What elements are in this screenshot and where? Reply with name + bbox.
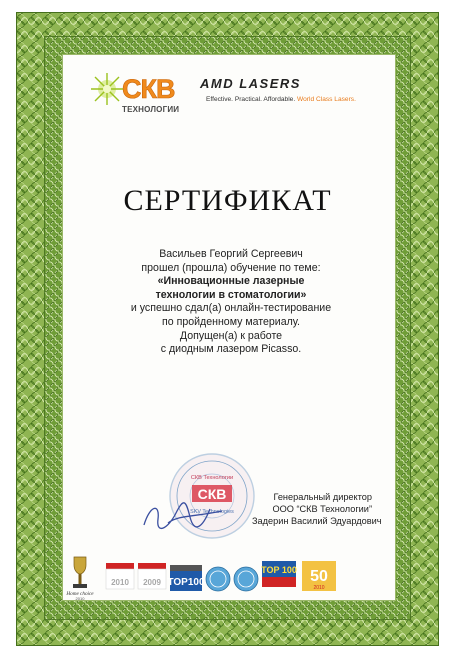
certificate-body-line: и успешно сдал(а) онлайн-тестирование <box>130 302 332 315</box>
signatory-name: Задерин Василий Эдуардович <box>252 516 382 526</box>
stamp-center-text: СКВ <box>197 486 227 502</box>
amd-lasers-tagline <box>206 96 356 103</box>
awards-row <box>66 553 366 599</box>
certificate-body-line: «Инновационные лазерные <box>157 275 305 288</box>
signatory-position: Генеральный директор <box>273 492 372 502</box>
award-3-year: 2009 <box>143 578 161 587</box>
award-4-label: TOP100 <box>167 577 205 588</box>
certificate-body-line: прошел (прошла) обучение по теме: <box>141 261 321 274</box>
certificate-body-line: технологии в стоматологии» <box>155 288 307 301</box>
award-badge-circle-1 <box>206 567 230 591</box>
signatory-block <box>252 491 382 527</box>
stamp-bottom-text: SKV Technologies <box>190 509 234 515</box>
award-badge-circle-2 <box>234 567 258 591</box>
amd-lasers-name: AMD LASERS <box>200 76 301 91</box>
award-2-year: 2010 <box>111 578 129 587</box>
award-home-choice-text: Home choice <box>66 591 94 597</box>
certificate-body-line: по пройденному материалу. <box>162 315 300 328</box>
amd-lasers-logo <box>200 74 390 114</box>
certificate-body-line: с диодным лазером Picasso. <box>160 343 302 356</box>
certificate-body-line: Допущен(а) к работе <box>179 329 283 342</box>
certificate-title: СЕРТИФИКАТ <box>123 184 332 217</box>
award-8-year: 2010 <box>313 585 325 591</box>
skb-logo <box>94 74 190 118</box>
award-badge-2010 <box>106 563 134 589</box>
award-badge-2009 <box>138 563 166 589</box>
amd-tagline-accent: World Class Lasers. <box>297 96 356 103</box>
award-badge-top100-red <box>261 561 297 587</box>
amd-tagline-main: Effective. Practical. Affordable. <box>206 96 296 103</box>
certificate-body-line: Васильев Георгий Сергеевич <box>159 248 303 260</box>
signatory-company: ООО “СКВ Технологии” <box>272 504 372 514</box>
skb-logo-subtitle: ТЕХНОЛОГИИ <box>122 105 180 114</box>
certificate-body <box>100 248 362 357</box>
handwritten-signature <box>138 495 228 535</box>
award-badge-50 <box>302 561 336 591</box>
award-7-label: TOP 100 <box>261 565 297 575</box>
skb-logo-letters: СКВ <box>122 74 175 104</box>
stamp-top-text: СКВ Технологии <box>190 475 234 481</box>
award-home-choice-year: 2010 <box>75 596 85 601</box>
award-badge-top100-blue <box>167 565 204 591</box>
award-8-label: 50 <box>310 568 328 585</box>
laser-star-icon <box>90 72 124 106</box>
